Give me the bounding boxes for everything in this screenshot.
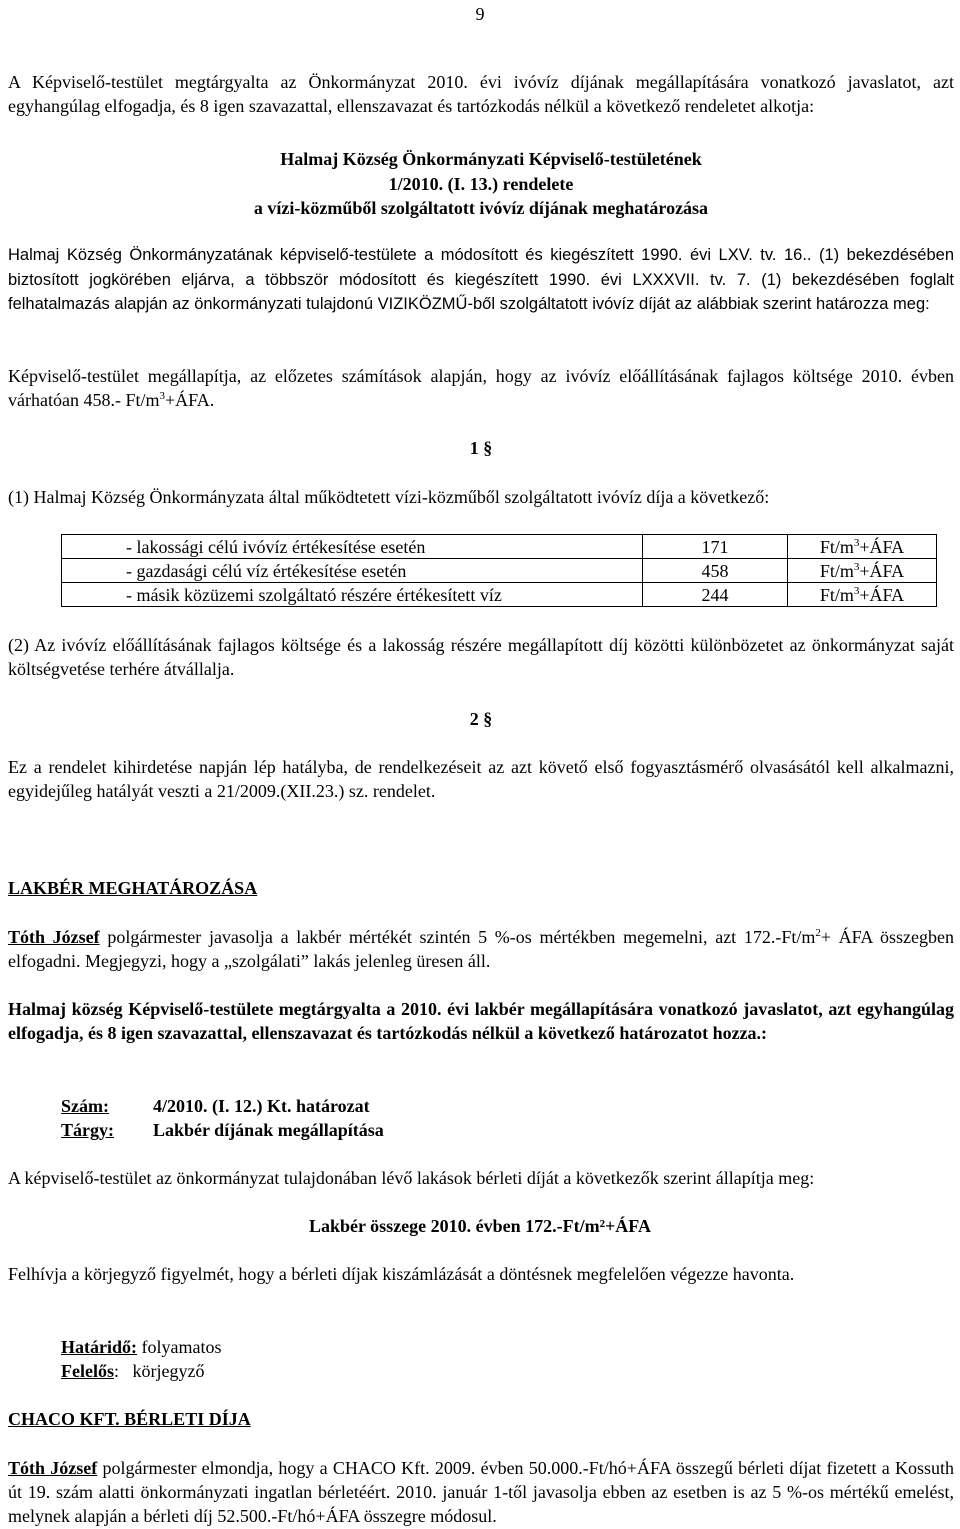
responsible-line: Felelős: körjegyző — [61, 1361, 205, 1381]
rent-proposal: Tóth József polgármester javasolja a lakbér mértékét szintén 5 %-os mértékben megemelni, azt $172.-Ft/m^2+$ ÁFA összegben elfogadni. Megjegyzi, hogy a „szolgálati” lakás jelenleg üresen áll. — [8, 927, 954, 971]
water-fee-table — [61, 534, 937, 607]
rent-amount: Lakbér összege 2010. évben 172.-Ft/m²+ÁFA — [309, 1216, 651, 1236]
section2-heading: 2 § — [469, 709, 493, 729]
fee-unit: $Ft/m^3+ÁFA$ — [788, 583, 937, 607]
decree-title-line3: a vízi-közműből szolgáltatott ivóvíz díjának meghatározása — [253, 198, 709, 218]
chaco-paragraph: Tóth József polgármester elmondja, hogy a CHACO Kft. 2009. évben 50.000.-Ft/hó+ÁFA összegű bérleti díjat fizetett a Kossuth út 19. szám alatti önkormányzati ingatlan bérletéért. 2010. január 1-től javasolja ebben az esetben is az 5 %-os mértékű emelést, melynek alapján a bérleti díj 52.500.-Ft/hó+ÁFA összegre módosul. — [8, 1458, 954, 1526]
resolution-subject: Tárgy: Lakbér díjának megállapítása — [61, 1120, 384, 1140]
fee-label: - lakossági célú ivóvíz értékesítése esetén — [62, 535, 643, 559]
fee-value: 171 — [643, 535, 788, 559]
fee-value: 458 — [643, 559, 788, 583]
section1-paragraph1: (1) Halmaj Község Önkormányzata által működtetett vízi-közműből szolgáltatott ivóvíz díja a következő: — [8, 487, 770, 507]
cost-statement: Képviselő-testület megállapítja, az előzetes számítások alapján, hogy az ivóvíz előállításának fajlagos költsége 2010. évben várhatóan 458.- $Ft/m^3+ÁFA$. — [8, 366, 954, 410]
decree-title-line1: Halmaj Község Önkormányzati Képviselő-testületének — [280, 149, 702, 169]
preamble-paragraph: Halmaj Község Önkormányzatának képviselő-testülete a módosított és kiegészített 1990. évi LXV. tv. 16.. (1) bekezdésében biztosított jogkörében eljárva, a többször módosított és kiegészített 1990. évi LXXXVII. tv. 7. (1) bekezdésében foglalt felhatalmazás alapján az önkormányzati tulajdonú VIZIKÖZMŰ-ből szolgáltatott ivóvíz díját az alábbiak szerint határozza meg: — [8, 246, 954, 313]
table-row — [62, 535, 937, 559]
table-row — [62, 559, 937, 583]
fee-unit: $Ft/m^3+ÁFA$ — [788, 559, 937, 583]
mayor-name: Tóth József — [8, 927, 100, 947]
chaco-section-title: CHACO KFT. BÉRLETI DÍJA — [8, 1409, 251, 1429]
section1-paragraph2: (2) Az ivóvíz előállításának fajlagos költsége és a lakosság részére megállapított díj közötti különbözetet az önkormányzat saját költségvetése terhére átvállalja. — [8, 635, 954, 679]
rent-body1: A képviselő-testület az önkormányzat tulajdonában lévő lakások bérleti díját a következők szerint állapítja meg: — [8, 1168, 815, 1188]
fee-value: 244 — [643, 583, 788, 607]
rent-body2: Felhívja a körjegyző figyelmét, hogy a bérleti díjak kiszámlázását a döntésnek megfelelően végezze havonta. — [8, 1264, 795, 1284]
deadline-line: Határidő: folyamatos — [61, 1337, 222, 1357]
rent-section-title: LAKBÉR MEGHATÁROZÁSA — [8, 878, 258, 898]
fee-label: - másik közüzemi szolgáltató részére értékesített víz — [62, 583, 643, 607]
resolution-number: Szám: 4/2010. (I. 12.) Kt. határozat — [61, 1096, 370, 1116]
rent-resolution-intro: Halmaj község Képviselő-testülete megtárgyalta a 2010. évi lakbér megállapítására vonatkozó javaslatot, azt egyhangúlag elfogadja, és 8 igen szavazattal, ellenszavazat és tartózkodás nélkül a következő határozatot hozza.: — [8, 999, 954, 1043]
decree-title-line2: 1/2010. (I. 13.) rendelete — [388, 174, 574, 194]
section1-heading: 1 § — [469, 438, 493, 458]
fee-unit: $Ft/m^3+ÁFA$ — [788, 535, 937, 559]
section2-paragraph: Ez a rendelet kihirdetése napján lép hatályba, de rendelkezéseit az azt követő első fogyasztásmérő olvasásától kell alkalmazni, egyidejűleg hatályát veszti a 21/2009.(XII.23.) sz. rendelet. — [8, 757, 954, 801]
table-row — [62, 583, 937, 607]
fee-label: - gazdasági célú víz értékesítése esetén — [62, 559, 643, 583]
intro-paragraph: A Képviselő-testület megtárgyalta az Önkormányzat 2010. évi ivóvíz díjának megállapítására vonatkozó javaslatot, azt egyhangúlag elfogadja, és 8 igen szavazattal, ellenszavazat és tartózkodás nélkül a következő rendeletet alkotja: — [8, 72, 954, 116]
mayor-name: Tóth József — [8, 1458, 98, 1478]
page-number: 9 — [475, 4, 485, 24]
